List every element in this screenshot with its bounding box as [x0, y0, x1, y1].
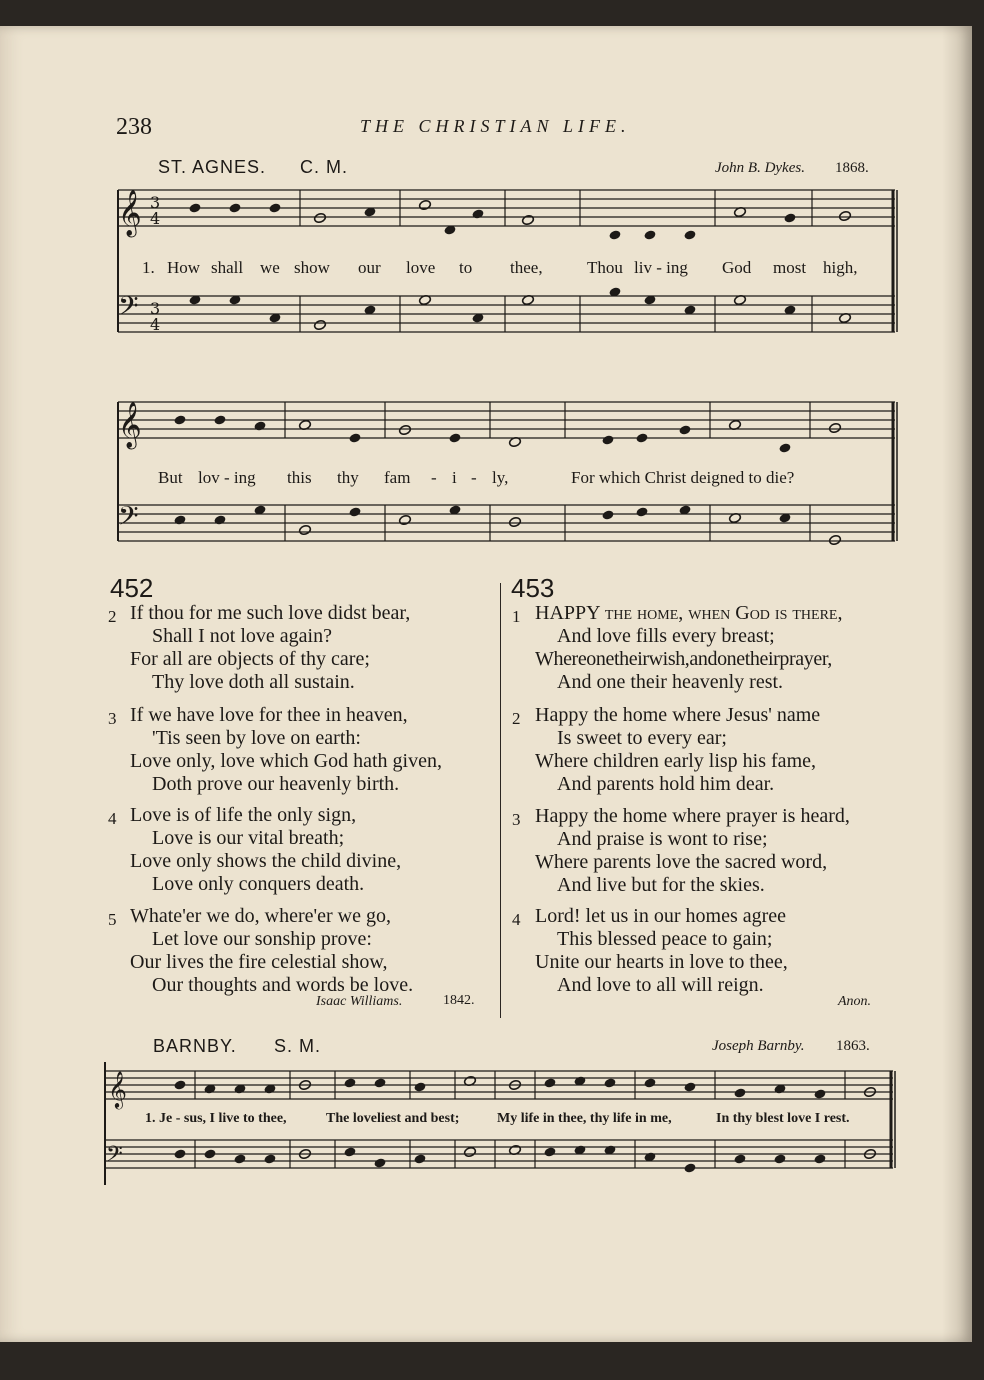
- verse-line: Is sweet to every ear;: [557, 727, 727, 749]
- lyric-word: fam: [384, 468, 411, 487]
- verse-line: 'Tis seen by love on earth:: [152, 727, 361, 749]
- note-head: [783, 212, 796, 223]
- verse-number: 3: [512, 810, 521, 829]
- note-head: [373, 1157, 386, 1168]
- note-head: [268, 202, 281, 213]
- note-head: [778, 442, 791, 453]
- note-head: [173, 514, 186, 525]
- note-head: [521, 214, 534, 225]
- note-head: [313, 212, 326, 223]
- tune-1-composer: John B. Dykes.: [715, 160, 805, 176]
- lyric-word: most: [773, 258, 807, 277]
- note-head: [828, 534, 841, 545]
- lyric-word: ly,: [492, 468, 509, 487]
- running-title: THE CHRISTIAN LIFE.: [360, 116, 631, 136]
- tune-2-name: BARNBY.: [153, 1036, 237, 1056]
- verse-line: And love to all will reign.: [557, 974, 764, 996]
- verse-line: Let love our sonship prove:: [152, 928, 372, 950]
- note-head: [773, 1153, 786, 1164]
- note-head: [635, 506, 648, 517]
- verse-line: Doth prove our heavenly birth.: [152, 773, 400, 795]
- note-head: [348, 432, 361, 443]
- verse-line: Love only, love which God hath given,: [130, 750, 442, 772]
- note-head: [173, 414, 186, 425]
- note-head: [643, 229, 656, 240]
- verse-line: Shall I not love again?: [152, 625, 332, 647]
- note-head: [471, 208, 484, 219]
- note-head: [173, 1148, 186, 1159]
- lyric-word: liv - ing: [634, 258, 688, 277]
- note-head: [608, 229, 621, 240]
- lyric-segment: In thy blest love I rest.: [716, 1111, 850, 1126]
- tune-1-name: ST. AGNES.: [158, 157, 267, 177]
- page-number: 238: [116, 114, 152, 140]
- note-head: [643, 1077, 656, 1088]
- lyric-word: 1.: [142, 258, 155, 277]
- note-head: [263, 1153, 276, 1164]
- note-head: [313, 319, 326, 330]
- lyric-word: high,: [823, 258, 858, 277]
- lyric-word: -: [431, 468, 437, 487]
- note-head: [683, 1162, 696, 1173]
- verse-line: If we have love for thee in heaven,: [130, 704, 408, 726]
- hymn-452-year: 1842.: [443, 993, 475, 1008]
- verse-line: And one their heavenly rest.: [557, 671, 784, 693]
- music-glyph: 𝄞: [118, 190, 142, 236]
- lyric-word: our: [358, 258, 381, 277]
- verse-line: Where children early lisp his fame,: [535, 750, 816, 772]
- verse-line: Love only conquers death.: [152, 873, 365, 895]
- note-head: [398, 514, 411, 525]
- music-glyph: 4: [150, 209, 161, 228]
- verse-line: Whereonetheirwish,andonetheirprayer,: [535, 648, 832, 670]
- music-glyph: 3: [150, 299, 161, 318]
- verse-number: 5: [108, 910, 117, 929]
- column-divider: [500, 583, 501, 1018]
- note-head: [678, 424, 691, 435]
- lyric-segment: 1. Je - sus, I live to thee,: [145, 1111, 287, 1126]
- verse-line: Lord! let us in our homes agree: [535, 905, 787, 927]
- verse-line: Love is our vital breath;: [152, 827, 345, 849]
- verse-number: 2: [512, 709, 521, 728]
- note-head: [343, 1077, 356, 1088]
- note-head: [601, 434, 614, 445]
- verse-line: And praise is wont to rise;: [557, 828, 768, 850]
- verse-number: 4: [108, 809, 117, 828]
- note-head: [838, 210, 851, 221]
- verse-line: Our thoughts and words be love.: [152, 974, 414, 996]
- lyric-word: this: [287, 468, 312, 487]
- note-head: [733, 1087, 746, 1098]
- verse-line: Love is of life the only sign,: [130, 804, 357, 826]
- note-head: [463, 1146, 476, 1157]
- music-glyph: 𝄢: [118, 290, 139, 328]
- tune-2-composer: Joseph Barnby.: [712, 1038, 805, 1054]
- verse-number: 1: [512, 607, 521, 626]
- lyric-word: lov - ing: [198, 468, 256, 487]
- verse-line: Thy love doth all sustain.: [152, 671, 355, 693]
- lyric-word: God: [722, 258, 752, 277]
- note-head: [398, 424, 411, 435]
- note-head: [683, 229, 696, 240]
- note-head: [683, 1081, 696, 1092]
- verse-number: 2: [108, 607, 117, 626]
- hymn-453-author: Anon.: [838, 994, 872, 1009]
- lyric-word: thee,: [510, 258, 543, 277]
- lyric-word: For which Christ deigned to die?: [571, 468, 795, 487]
- note-head: [253, 420, 266, 431]
- tune-2-meter: S. M.: [274, 1036, 322, 1056]
- hymn-number-453: 453: [511, 573, 555, 603]
- note-head: [508, 516, 521, 527]
- verse-line: Whate'er we do, where'er we go,: [130, 905, 391, 927]
- lyric-word: we: [260, 258, 280, 277]
- hymn-452-author: Isaac Williams.: [316, 994, 403, 1009]
- verse-line: Love only shows the child divine,: [130, 850, 402, 872]
- verse-line: Our lives the fire celestial show,: [130, 951, 388, 973]
- hymn-number-452: 452: [110, 573, 154, 603]
- verse-line: Happy the home where Jesus' name: [535, 704, 821, 726]
- lyric-word: thy: [337, 468, 359, 487]
- note-head: [413, 1153, 426, 1164]
- note-head: [343, 1146, 356, 1157]
- note-head: [373, 1077, 386, 1088]
- tune-1-year: 1868.: [835, 160, 869, 176]
- verse-line: And parents hold him dear.: [557, 773, 775, 795]
- tune-2-year: 1863.: [836, 1038, 870, 1054]
- music-glyph: 4: [150, 315, 161, 334]
- music-glyph: 𝄞: [108, 1070, 127, 1108]
- note-head: [448, 432, 461, 443]
- lyric-word: shall: [211, 258, 244, 277]
- verse-line: HAPPY the home, when God is there,: [535, 602, 843, 624]
- note-head: [601, 509, 614, 520]
- lyric-word: love: [406, 258, 436, 277]
- note-head: [733, 1153, 746, 1164]
- lyric-word: to: [459, 258, 473, 277]
- verse-number: 4: [512, 910, 521, 929]
- note-head: [635, 432, 648, 443]
- note-head: [233, 1153, 246, 1164]
- verse-line: Happy the home where prayer is heard,: [535, 805, 850, 827]
- note-head: [173, 1079, 186, 1090]
- note-head: [543, 1146, 556, 1157]
- lyric-word: show: [294, 258, 330, 277]
- note-head: [813, 1088, 826, 1099]
- music-glyph: 3: [150, 193, 161, 212]
- verse-line: If thou for me such love didst bear,: [130, 602, 411, 624]
- lyric-segment: The loveliest and best;: [326, 1111, 460, 1126]
- note-head: [828, 422, 841, 433]
- note-head: [603, 1077, 616, 1088]
- verse-line: This blessed peace to gain;: [557, 928, 773, 950]
- lyric-word: Thou: [587, 258, 623, 277]
- note-head: [203, 1148, 216, 1159]
- verse-line: And live but for the skies.: [557, 874, 765, 896]
- lyric-word: -: [471, 468, 477, 487]
- note-head: [213, 514, 226, 525]
- note-head: [228, 202, 241, 213]
- note-head: [813, 1153, 826, 1164]
- music-glyph: 𝄞: [118, 402, 142, 448]
- verse-line: For all are objects of thy care;: [130, 648, 370, 670]
- note-head: [418, 199, 431, 210]
- note-head: [298, 524, 311, 535]
- note-head: [413, 1081, 426, 1092]
- note-head: [213, 414, 226, 425]
- note-head: [348, 506, 361, 517]
- note-head: [188, 202, 201, 213]
- lyric-word: How: [167, 258, 201, 277]
- verse-line: Unite our hearts in love to thee,: [535, 951, 788, 973]
- lyric-segment: My life in thee, thy life in me,: [497, 1111, 672, 1126]
- note-head: [543, 1077, 556, 1088]
- verse-line: Where parents love the sacred word,: [535, 851, 828, 873]
- tune-1-meter: C. M.: [300, 157, 348, 177]
- music-glyph: 𝄢: [106, 1142, 123, 1172]
- verse-line: And love fills every breast;: [557, 625, 775, 647]
- lyric-word: But: [158, 468, 183, 487]
- verse-number: 3: [108, 709, 117, 728]
- lyric-word: i: [452, 468, 457, 487]
- music-glyph: 𝄢: [118, 500, 139, 538]
